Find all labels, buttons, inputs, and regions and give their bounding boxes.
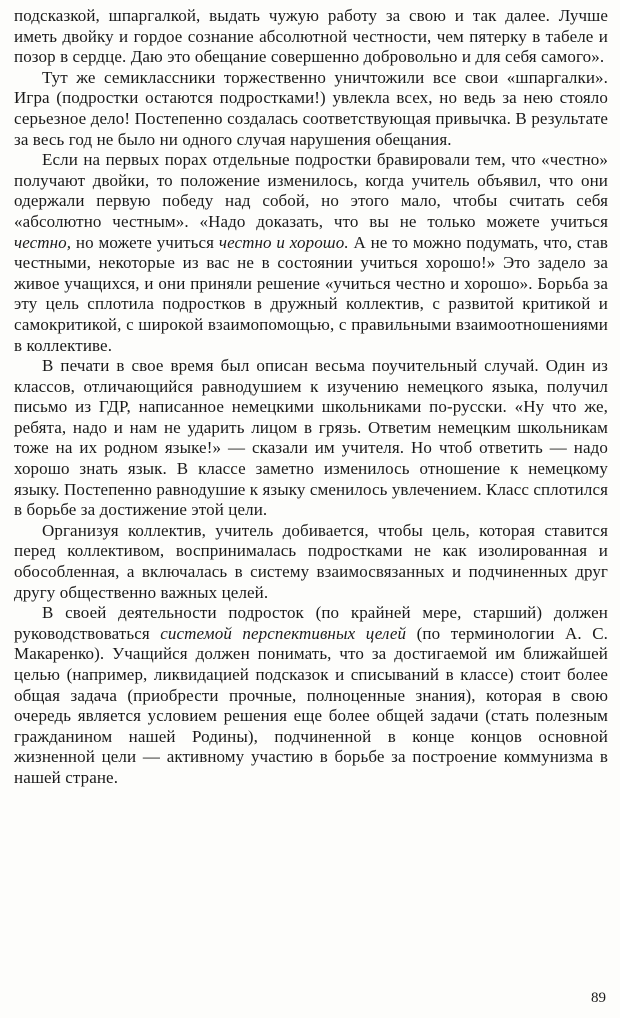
text-run: Тут же семиклассники торжественно уничтожили все свои «шпаргалки». Игра (подростки остаются подростками!) увлекла всех, но ведь за нею стояло серьезное дело! Постепенно создалась соответствующая привычка. В результате за весь год не было ни одного случая нарушения обещания. <box>14 67 608 149</box>
emphasized-text: честно, <box>14 232 72 252</box>
paragraph <box>14 356 608 521</box>
paragraph <box>14 6 608 68</box>
paragraph <box>14 150 608 356</box>
body-text <box>14 6 608 789</box>
text-run: но можете учиться <box>71 232 219 252</box>
text-run: А не то можно подумать, что, став честными, некоторые из вас не в состоянии учиться хорошо!» Это задело за живое учащихся, и они приняли решение «учиться честно и хорошо». Борьба за эту цель сплотила подростков в дружный коллектив, с развитой критикой и самокритикой, с широкой взаимопомощью, с правильными взаимоотношениями в коллективе. <box>14 232 608 355</box>
text-run: подсказкой, шпаргалкой, выдать чужую работу за свою и так далее. Лучше иметь двойку и гордое сознание абсолютной честности, чем пятерку в табеле и позор в сердце. Даю это обещание совершенно добровольно и для себя самого». <box>14 6 608 67</box>
paragraph <box>14 521 608 603</box>
page-number: 89 <box>591 990 606 1006</box>
text-run: В своей деятельности подросток (по крайней мере, старший) должен руководствоваться <box>14 603 608 643</box>
emphasized-text: честно и хорошо. <box>218 232 349 252</box>
emphasized-text: системой перспективных целей <box>160 623 407 643</box>
paragraph <box>14 68 608 150</box>
paragraph <box>14 603 608 788</box>
text-run: Организуя коллектив, учитель добивается, чтобы цель, которая ставится перед коллективом, воспринималась подростками не как изолированная и обособленная, а включалась в систему взаимосвязанных и подчиненных друг другу общественно важных целей. <box>14 520 608 602</box>
text-run: (по терминологии А. С. Макаренко). Учащийся должен понимать, что за достигаемой им ближайшей целью (например, ликвидацией подсказок и списываний в классе) стоит более общая задача (приобрести прочные, полноценные знания), которая в свою очередь является условием решения еще более общей задачи (стать полезным гражданином нашей Родины), подчиненной в конце концов основной жизненной цели — активному участию в борьбе за построение коммунизма в нашей стране. <box>14 623 608 787</box>
text-run: Если на первых порах отдельные подростки бравировали тем, что «честно» получают двойки, то положение изменилось, когда учитель объявил, что они одержали первую победу над собой, но этого мало, чтобы считать себя «абсолютно честным». «Надо доказать, что вы не только можете учиться <box>14 150 608 231</box>
text-run: В печати в свое время был описан весьма поучительный случай. Один из классов, отличающийся равнодушием к изучению немецкого языка, получил письмо из ГДР, написанное немецкими школьниками по-русски. «Ну что же, ребята, надо и нам не ударить лицом в грязь. Ответим немецким школьникам тоже на их родном языке!» — сказали им учителя. Но чтоб ответить — надо хорошо знать язык. В классе заметно изменилось отношение к немецкому языку. Постепенно равнодушие к языку сменилось увлечением. Класс сплотился в борьбе за достижение этой цели. <box>14 356 609 520</box>
